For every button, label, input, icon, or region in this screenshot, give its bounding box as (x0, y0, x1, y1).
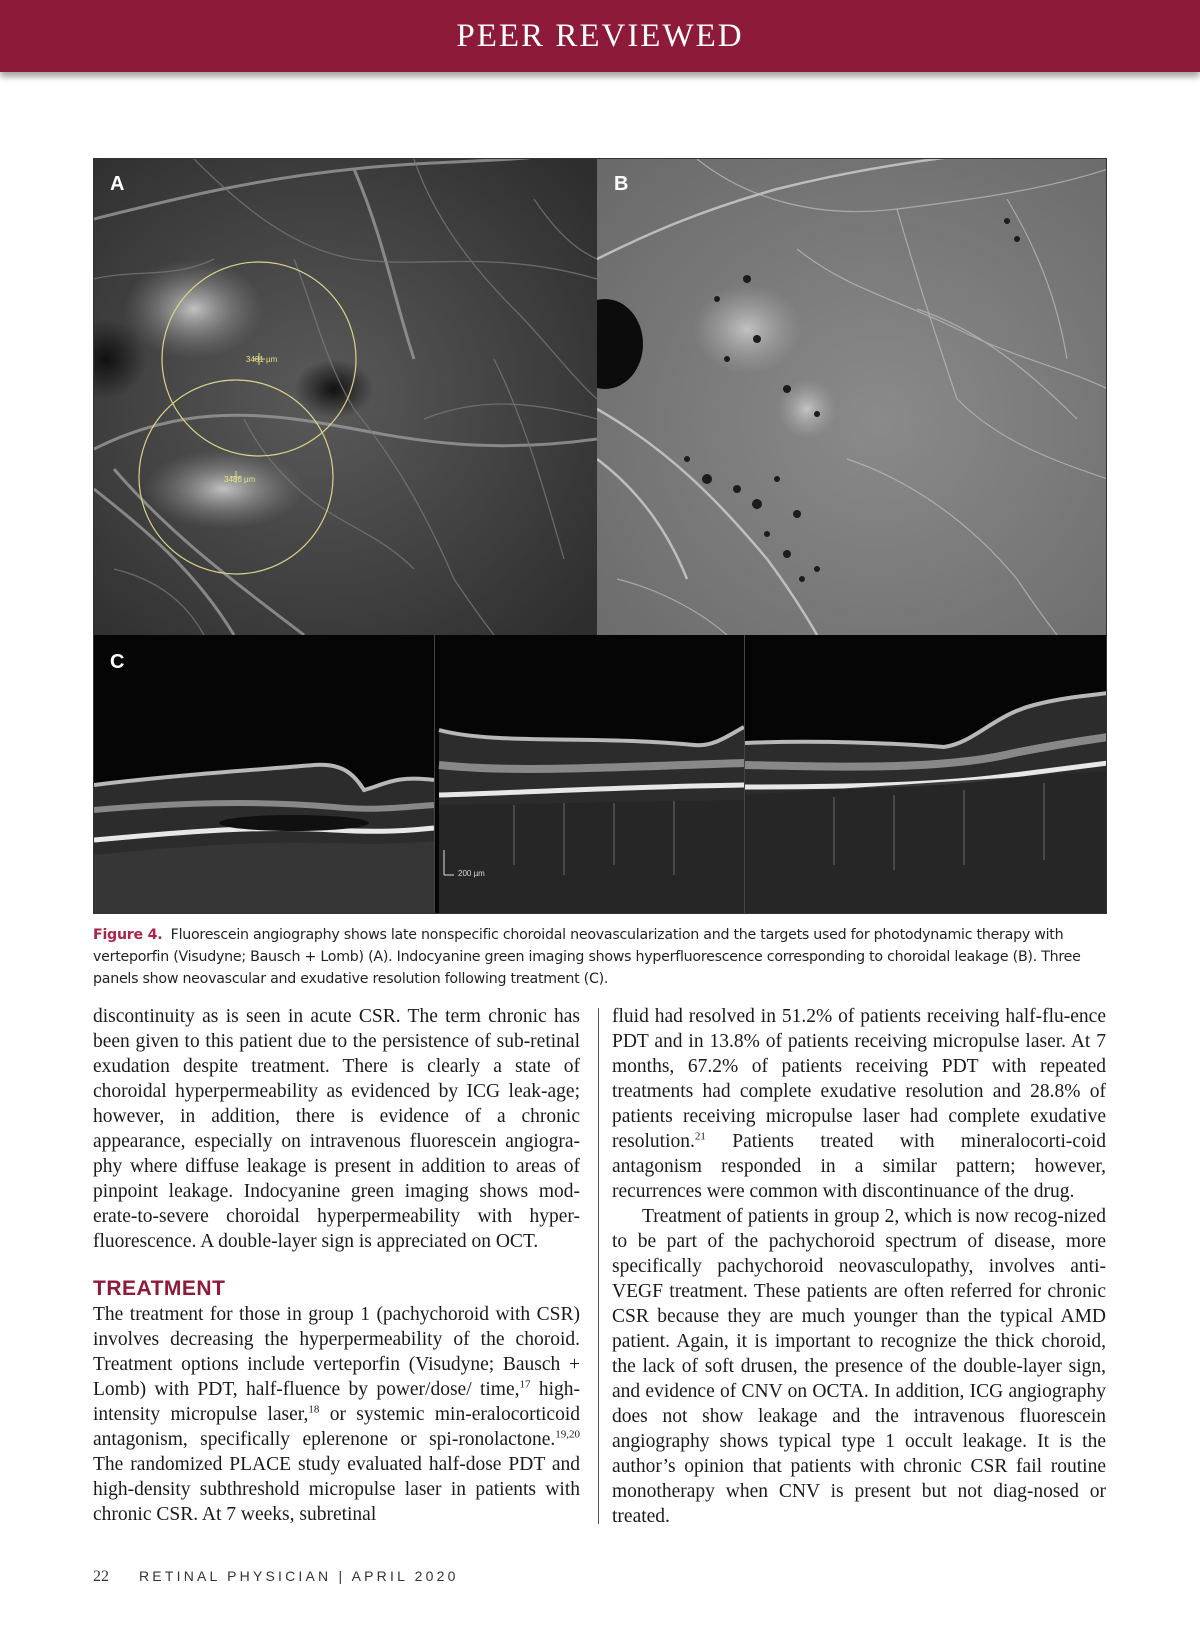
paragraph: discontinuity as is seen in acute CSR. The term chronic has been given to this patient due to the persistence of sub-retinal exudation despite treatment. There is clearly a state of choroidal hyperpermeability as evidenced by ICG leak-age; however, in addition, there is evidence of a chronic appearance, especially on intravenous fluorescein angiogra-phy where diffuse leakage is present in addition to areas of pinpoint leakage. Indocyanine green imaging shows mod-erate-to-severe choroidal hyperpermeability with hyper-fluorescence. A double-layer sign is appreciated on OCT. (93, 1006, 580, 1252)
reference-18: 18 (308, 1403, 320, 1416)
section-banner (0, 0, 1200, 72)
caption-text: Fluorescein angiography shows late nonspecific choroidal neovascularization and the targets used for photodynamic therapy with verteporfin (Visudyne; Bausch + Lomb) (A). Indocyanine green imaging shows hyperfluorescence corresponding to choroidal leakage (B). Three panels show neovascular and exudative resolution following treatment (C). (93, 927, 1081, 987)
panel-a-label: A (110, 173, 125, 195)
banner-title: PEER REVIEWED (456, 17, 744, 54)
section-heading-treatment: TREATMENT (93, 1277, 226, 1300)
panel-b-label: B (614, 173, 629, 195)
page-number: 22 (93, 1568, 109, 1585)
paragraph: fluid had resolved in 51.2% of patients receiving half-flu-ence PDT and in 13.8% of patients receiving micropulse laser. At 7 months, 67.2% of patients receiving PDT with repeated treatments had complete exudative resolution and 28.8% of patients receiving micropulse laser had complete exudative resolution.$^{21}$ Patients treated with mineralocorti-coid antagonism responded in a similar pattern; however, recurrences were common with discontinuance of the drug. (612, 1006, 1106, 1202)
paragraph: Treatment of patients in group 2, which is now recog-nized to be part of the pachychoroid spectrum of disease, more specifically pachychoroid neovasculopathy, involves anti-VEGF treatment. These patients are often referred for chronic CSR because they are much younger than the typical AMD patient. Again, it is important to recognize the thick choroid, the lack of soft drusen, the presence of the double-layer sign, and evidence of CNV on OCTA. In addition, ICG angiography does not show leakage and the intravenous fluorescein angiography shows typical type 1 occult leakage. It is the author’s opinion that patients with chronic CSR fail routine monotherapy when CNV is present but not diag-nosed or treated. (612, 1206, 1106, 1527)
journal-name: RETINAL PHYSICIAN | APRIL 2020 (139, 1568, 459, 1584)
panel-a-fluorescein-image (94, 159, 597, 635)
panel-c-oct-scans (94, 635, 1107, 914)
oct-image-c (94, 635, 1107, 914)
caption-label: Figure 4. (93, 927, 163, 943)
paragraph: The treatment for those in group 1 (pachychoroid with CSR) involves decreasing the hyperpermeability of the choroid. Treatment options include verteporfin (Visudyne; Bausch + Lomb) with PDT, half-fluence by power/dose/ time,$^{17}$ high-intensity micropulse laser,$^{18}$ or systemic min-eralocorticoid antagonism, specifically eplerenone or spi-ronolactone.$^{19,20}$ The randomized PLACE study evaluated half-dose PDT and high-density subthreshold micropulse laser in patients with chronic CSR. At 7 weeks, subretinal (93, 1304, 580, 1525)
figure-4 (93, 158, 1107, 914)
column-divider (598, 1008, 599, 1524)
fundus-image-a (94, 159, 597, 635)
page-footer (93, 1568, 459, 1586)
figure-caption (93, 924, 1107, 990)
fundus-image-b (597, 159, 1107, 635)
panel-b-icg-image (597, 159, 1107, 635)
panel-c-label: C (110, 651, 125, 673)
body-column-left (93, 1004, 580, 1527)
body-column-right (612, 1004, 1106, 1529)
scale-bar-label: 200 µm (458, 869, 485, 878)
measure-label-1: 3481 µm (246, 355, 278, 364)
reference-21: 21 (694, 1130, 706, 1143)
reference-17: 17 (519, 1378, 531, 1391)
reference-19-20: 19,20 (555, 1428, 580, 1441)
measure-label-2: 3486 µm (224, 475, 256, 484)
